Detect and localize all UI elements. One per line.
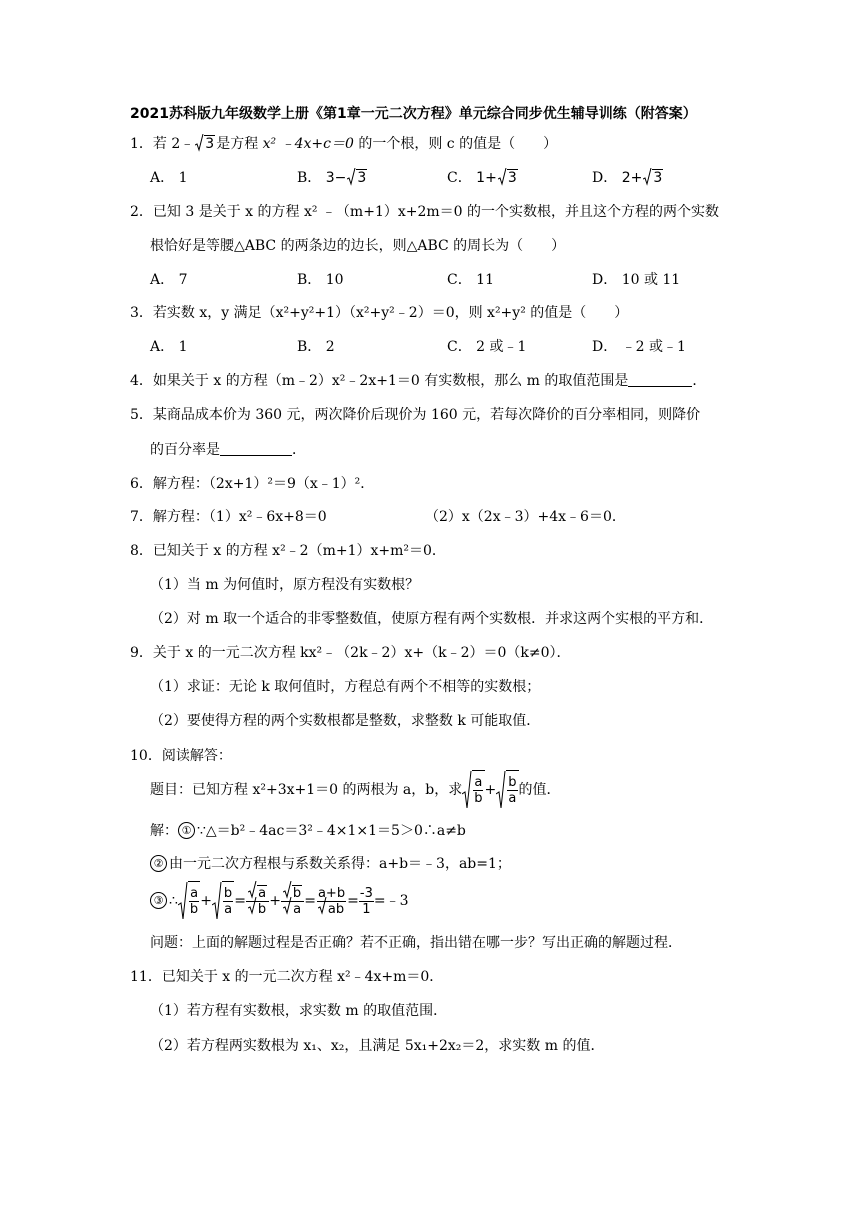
option-a: A． 1 [150,170,188,186]
question-6: 6．解方程：（2x+1）²＝9（x﹣1）²． [130,476,375,492]
answer-blank[interactable] [628,372,692,387]
question-8: 8．已知关于 x 的方程 x²﹣2（m+1）x+m²＝0． [130,543,446,559]
question-11-sub2: （2）若方程两实数根为 x₁、x₂，且满足 5x₁+2x₂＝2，求实数 m 的值． [150,1038,605,1054]
sqrt-expression: 3 [195,134,215,154]
question-4: 4．如果关于 x 的方程（m﹣2）x²﹣2x+1＝0 有实数根，那么 m 的取值范围是 ． [130,373,707,389]
option-d: D． 2+ 3 [592,170,663,186]
question-7: 7．解方程：（1）x²﹣6x+8＝0 [130,509,327,525]
question-9: 9．关于 x 的一元二次方程 kx²﹣（2k﹣2）x+（k﹣2）＝0（k≠0）． [130,645,571,661]
solution-step-2: ② 由一元二次方程根与系数关系得：a+b＝﹣3，ab=1； [150,854,511,874]
option-d: D． ﹣2 或﹣1 [592,339,686,355]
question-number: 1． [130,136,153,152]
document-title: 2021苏科版九年级数学上册《第1章一元二次方程》单元综合同步优生辅导训练（附答案） [130,106,697,122]
option-b: B． 2 [297,339,335,355]
question-10-topic: 题目：已知方程 x²+3x+1＝0 的两根为 a，b，求 $\frac{a}{b}$ + $\frac{b}{a}$ 的值． [150,770,561,810]
option-b: B． 10 [297,272,344,288]
option-a: A． 1 [150,339,188,355]
question-11: 11．已知关于 x 的一元二次方程 x²﹣4x+m＝0． [130,969,444,985]
question-9-sub1: （1）求证：无论 k 取何值时，方程总有两个不相等的实数根； [150,679,541,695]
option-b: B． 3− 3 [297,170,367,186]
option-c: C． 2 或﹣1 [447,339,527,355]
solution-step-3: ③ ∴ $\frac{a}{b}$ + $\frac{b}{a}$ = $\frac{a}{b}$ + $\frac{b}{a}$ = $\frac{a+b}{ab}$ = $\frac{-3}{1}$ =﹣3 [150,880,409,922]
question-5: 5．某商品成本价为 360 元，两次降价后现价为 160 元，若每次降价的百分率相同，则降价 [130,407,701,423]
option-c: C． 1+ 3 [447,170,517,186]
option-c: C． 11 [447,272,494,288]
option-d: D． 10 或 11 [592,272,681,288]
question-1: 1．若 2﹣ 3 是方程 x² ﹣4x+c＝0 的一个根，则 c 的值是（ ） [130,136,558,152]
question-2-cont: 根恰好是等腰△ABC 的两条边的边长，则△ABC 的周长为（ ） [150,238,566,254]
question-3: 3．若实数 x，y 满足（x²+y²+1）（x²+y²﹣2）＝0，则 x²+y² 的值是（ ） [130,305,629,321]
question-8-sub2: （2）对 m 取一个适合的非零整数值，使原方程有两个实数根．并求这两个实根的平方和． [150,611,714,627]
sqrt-fraction: $\frac{a}{b}$ [462,770,484,810]
solution-step-1: 解： ① ∵△＝b²﹣4ac＝3²﹣4×1×1＝5＞0∴a≠b [150,823,466,839]
question-9-sub2: （2）要使得方程的两个实数根都是整数，求整数 k 可能取值． [150,713,541,729]
answer-blank[interactable] [220,441,292,456]
option-a: A． 7 [150,272,188,288]
question-7-part2: （2）x（2x﹣3）+4x﹣6＝0． [425,509,626,525]
question-10: 10．阅读解答： [130,748,232,764]
question-2: 2．已知 3 是关于 x 的方程 x² ﹣（m+1）x+2m＝0 的一个实数根，并且这个方程的两个实数 [130,204,720,220]
question-8-sub1: （1）当 m 为何值时，原方程没有实数根？ [150,577,420,593]
question-10-problem: 问题：上面的解题过程是否正确？若不正确，指出错在哪一步？写出正确的解题过程． [150,935,682,951]
sqrt-fraction: $\frac{b}{a}$ [496,770,518,810]
question-5-cont: 的百分率是 ． [150,442,306,458]
question-11-sub1: （1）若方程有实数根，求实数 m 的取值范围． [150,1003,448,1019]
